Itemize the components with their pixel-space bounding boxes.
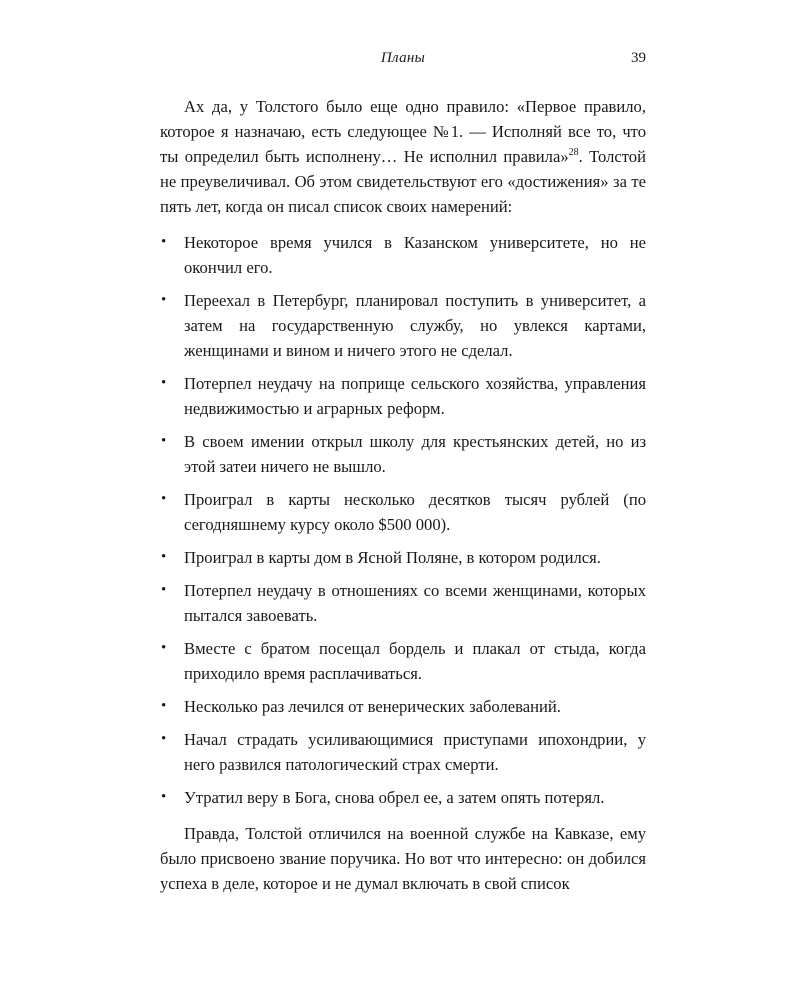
bullet-icon: • (161, 789, 167, 805)
bullet-icon: • (161, 549, 167, 565)
list-item-text: Проиграл в карты дом в Ясной Поляне, в котором родился. (184, 548, 601, 567)
list-item-text: Проиграл в карты несколько десятков тысяч рублей (по сегодняшнему курсу около $500 000). (184, 490, 646, 534)
list-item (160, 288, 646, 363)
list-item-text: В своем имении открыл школу для крестьянских детей, но из этой затеи ничего не вышло. (184, 432, 646, 476)
list-item (160, 371, 646, 421)
running-header (160, 50, 646, 70)
list-item-text: Потерпел неудачу в отношениях со всеми женщинами, которых пытался завоевать. (184, 581, 646, 625)
bullet-icon: • (161, 582, 167, 598)
bullet-icon: • (161, 491, 167, 507)
bullet-icon: • (161, 234, 167, 250)
list-item (160, 694, 646, 719)
bullet-icon: • (161, 640, 167, 656)
bullet-icon: • (161, 698, 167, 714)
book-page (160, 0, 646, 1000)
list-item-text: Несколько раз лечился от венерических заболеваний. (184, 697, 561, 716)
achievements-list (160, 230, 646, 810)
list-item (160, 487, 646, 537)
footnote-ref: 28 (568, 147, 579, 158)
bullet-icon: • (161, 433, 167, 449)
list-item (160, 636, 646, 686)
page-number: 39 (631, 50, 646, 66)
body-text (160, 94, 646, 896)
list-item (160, 578, 646, 628)
list-item (160, 785, 646, 810)
list-item-text: Вместе с братом посещал бордель и плакал от стыда, когда приходило время расплачиваться. (184, 639, 646, 683)
list-item-text: Потерпел неудачу на поприще сельского хозяйства, управления недвижимостью и аграрных реформ. (184, 374, 646, 418)
list-item-text: Утратил веру в Бога, снова обрел ее, а затем опять потерял. (184, 788, 605, 807)
intro-tail-text: . Толстой не преувеличивал. Об этом свидетельствуют его «достижения» за те пять лет, когда он писал список своих намерений: (160, 147, 646, 216)
bullet-icon: • (161, 292, 167, 308)
list-item (160, 727, 646, 777)
bullet-icon: • (161, 731, 167, 747)
list-item (160, 429, 646, 479)
list-item (160, 230, 646, 280)
list-item-text: Некоторое время учился в Казанском университете, но не окончил его. (184, 233, 646, 277)
bullet-icon: • (161, 375, 167, 391)
list-item-text: Начал страдать усиливающимися приступами ипохондрии, у него развился патологический страх смерти. (184, 730, 646, 774)
running-title: Планы (380, 50, 426, 66)
list-item (160, 545, 646, 570)
list-item-text: Переехал в Петербург, планировал поступить в университет, а затем на государственную службу, но увлекся картами, женщинами и вином и ничего этого не сделал. (184, 291, 646, 360)
closing-paragraph: Правда, Толстой отличился на военной службе на Кавказе, ему было присвоено звание поручика. Но вот что интересно: он добился успеха в деле, которое и не думал включать в свой список (160, 824, 646, 893)
intro-paragraph (160, 94, 646, 219)
intro-text: Ах да, у Толстого было еще одно правило: «Первое правило, которое я назначаю, есть следующее №1. — Исполняй все то, что ты определил быть исполнену… Не исполнил правила» (160, 97, 646, 166)
